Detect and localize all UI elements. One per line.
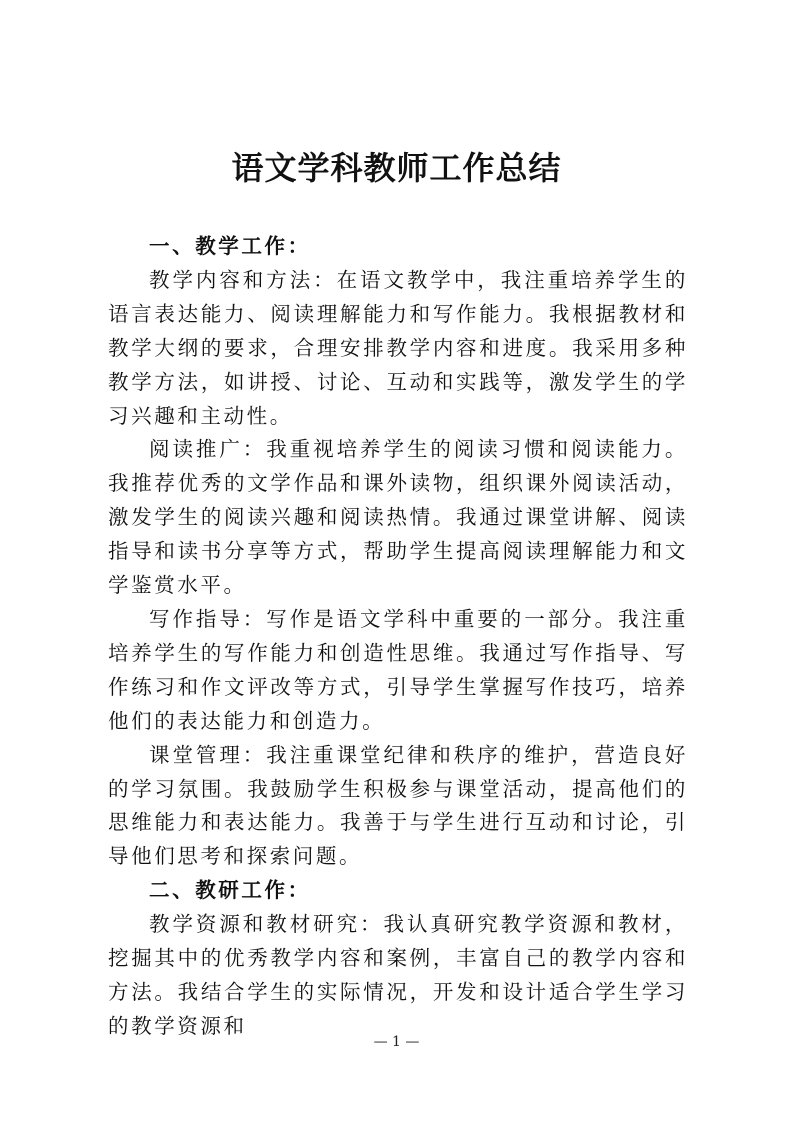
document-title: 语文学科教师工作总结 bbox=[231, 149, 562, 187]
document-body bbox=[108, 230, 688, 1044]
section-heading-research: 二、教研工作： bbox=[149, 878, 311, 903]
page-number: — 1 — bbox=[373, 1034, 420, 1050]
paragraph-writing-guidance: 写作指导：写作是语文学科中重要的一部分。我注重培养学生的写作能力和创造性思维。我通过写作指导、写作练习和作文评改等方式，引导学生掌握写作技巧，培养他们的表达能力和创造力。 bbox=[108, 606, 688, 733]
paragraph-reading-promotion: 阅读推广：我重视培养学生的阅读习惯和阅读能力。我推荐优秀的文学作品和课外读物，组织课外阅读活动，激发学生的阅读兴趣和阅读热情。我通过课堂讲解、阅读指导和读书分享等方式，帮助学生提高阅读理解能力和文学鉴赏水平。 bbox=[108, 437, 688, 598]
paragraph-teaching-resources: 教学资源和教材研究：我认真研究教学资源和教材，挖掘其中的优秀教学内容和案例，丰富自己的教学内容和方法。我结合学生的实际情况，开发和设计适合学生学习的教学资源和 bbox=[108, 912, 688, 1038]
paragraph-classroom-management: 课堂管理：我注重课堂纪律和秩序的维护，营造良好的学习氛围。我鼓励学生积极参与课堂活动，提高他们的思维能力和表达能力。我善于与学生进行互动和讨论，引导他们思考和探索问题。 bbox=[108, 742, 688, 869]
paragraph-teaching-methods: 教学内容和方法：在语文教学中，我注重培养学生的语言表达能力、阅读理解能力和写作能力。我根据教材和教学大纲的要求，合理安排教学内容和进度。我采用多种教学方法，如讲授、讨论、互动和实践等，激发学生的学习兴趣和主动性。 bbox=[108, 267, 688, 428]
section-heading-teaching: 一、教学工作： bbox=[149, 234, 311, 258]
